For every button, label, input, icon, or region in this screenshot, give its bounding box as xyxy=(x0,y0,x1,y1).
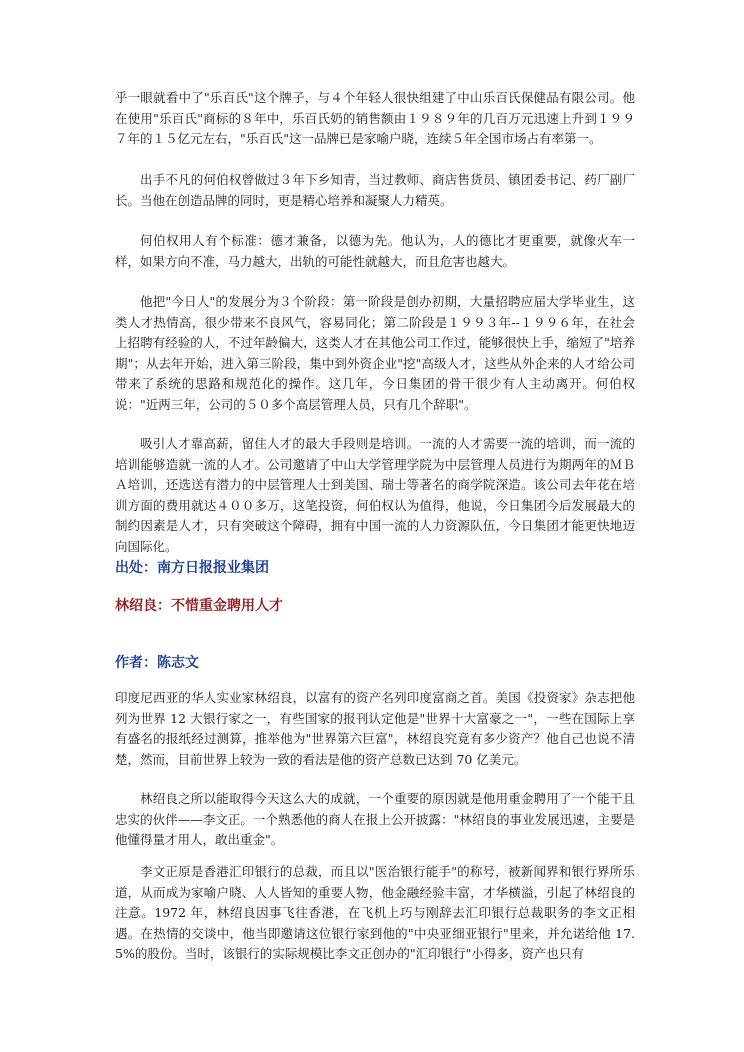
author-line: 作者：陈志文 xyxy=(115,655,199,671)
paragraph-partner-li-wenzheng: 林绍良之所以能取得今天这么大的成就，一个重要的原因就是他用重金聘用了一个能干且忠实的伙伴——李文正。一个熟悉他的商人在报上公开披露："林绍良的事业发展迅速，主要是他懂得量才用人，敢出重金"。 xyxy=(115,791,635,847)
paragraph-hiring-standard: 何伯权用人有个标准：德才兼备，以德为先。他认为，人的德比才更重要，就像火车一样，如果方向不准，马力越大，出轨的可能性就越大，而且危害也越大。 xyxy=(115,233,635,269)
paragraph-lin-shaoliang-intro: 印度尼西亚的华人实业家林绍良，以富有的资产名列印度富商之首。美国《投资家》杂志把他列为世界 12 大银行家之一，有些国家的报刊认定他是"世界十大富豪之一"，一些在国际上享有盛名的报纸经过测算，推举他为"世界第六巨富"，林绍良究竟有多少资产？他自己也说不清楚，然而，目前世界上较为一致的看法是他的资产总数已达到 70 亿美元。 xyxy=(115,690,635,767)
paragraph-lebaishi-brand: 乎一眼就看中了"乐百氏"这个牌子，与４个年轻人很快组建了中山乐百氏保健品有限公司。他在使用"乐百氏"商标的８年中，乐百氏奶的销售额由１９８９年的几百万元迅速上升到１９９７年的１５亿元左右，"乐百氏"这一品牌已是家喻户晓，连续５年全国市场占有率第一。 xyxy=(115,90,635,146)
article-title: 林绍良：不惜重金聘用人才 xyxy=(115,598,283,614)
source-line: 出处：南方日报报业集团 xyxy=(115,560,269,576)
paragraph-three-stages: 他把"今日人"的发展分为３个阶段：第一阶段是创办初期，大量招聘应届大学毕业生，这类人才热情高，很少带来不良风气，容易同化；第二阶段是１９９３年--１９９６年，在社会上招聘有经验的人，不过年龄偏大，这类人才在其他公司工作过，能够很快上手，缩短了"培养期"；从去年开始，进入第三阶段，集中到外资企业"挖"高级人才，这些从外企来的人才给公司带来了系统的思路和规范化的操作。这几年，今日集团的骨干很少有人主动离开。何伯权说："近两三年，公司的５０多个高层管理人员，只有几个辞职"。 xyxy=(115,294,635,412)
paragraph-training: 吸引人才靠高薪，留住人才的最大手段则是培训。一流的人才需要一流的培训，而一流的培训能够造就一流的人才。公司邀请了中山大学管理学院为中层管理人员进行为期两年的ＭＢＡ培训，还选送有潜力的中层管理人士到美国、瑞士等著名的商学院深造。该公司去年花在培训方面的费用就达４００多万，这笔投资，何伯权认为值得，他说，今日集团今后发展最大的制约因素是人才，只有突破这个障碍，拥有中国一流的人力资源队伍，今日集团才能更快地迈向国际化。 xyxy=(115,436,635,554)
paragraph-he-boquan-background: 出手不凡的何伯权曾做过３年下乡知青，当过教师、商店售货员、镇团委书记、药厂副厂长。当他在创造品牌的同时，更是精心培养和凝聚人力精英。 xyxy=(115,172,635,208)
paragraph-li-wenzheng-background: 李文正原是香港汇印银行的总裁，而且以"医治银行能手"的称号，被新闻界和银行界所乐道，从而成为家喻户晓、人人皆知的重要人物，他金融经验丰富，才华横溢，引起了林绍良的注意。1972 年，林绍良因事飞往香港，在飞机上巧与刚辞去汇印银行总裁职务的李文正相遇。在热情的交谈中，他当即邀请这位银行家到他的"中央亚细亚银行"里来，并允诺给他 17.5%的股份。当时，该银行的实际规模比李文正创办的"汇印银行"小得多，资产也只有 xyxy=(115,864,635,961)
